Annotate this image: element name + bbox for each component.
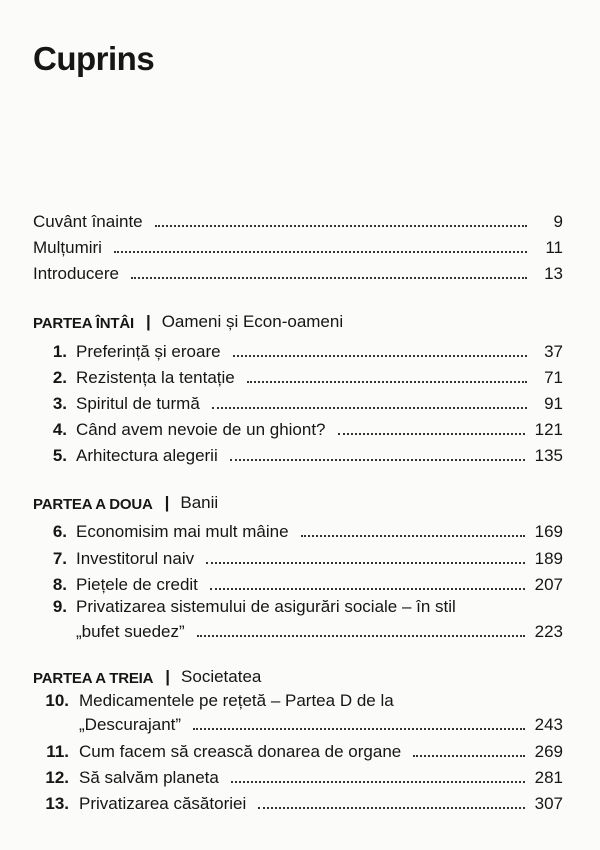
- dot-leader: [197, 635, 525, 637]
- part-subtitle: Oameni și Econ-oameni: [161, 312, 344, 331]
- part-heading-3: [33, 667, 261, 687]
- toc-entry-page: 11: [545, 238, 563, 257]
- toc-entry-chapter[interactable]: [33, 616, 563, 642]
- toc-entry-label: Rezistența la tentație: [76, 368, 235, 387]
- chapter-number: 11.: [46, 742, 69, 761]
- toc-entry-label: Când avem nevoie de un ghiont?: [76, 420, 326, 439]
- dot-leader: [212, 407, 527, 409]
- toc-entry-label: Privatizarea căsătoriei: [79, 794, 247, 813]
- toc-entry-label: Cuvânt înainte: [33, 212, 143, 231]
- part-name: PARTEA A TREIA: [33, 670, 154, 687]
- chapter-number: 5.: [52, 446, 67, 465]
- chapter-number: 2.: [52, 368, 67, 387]
- part-heading-1: [33, 312, 343, 332]
- toc-entry-chapter[interactable]: [33, 543, 563, 569]
- chapter-number: 3.: [52, 394, 67, 413]
- chapter-number: 1.: [52, 342, 67, 361]
- part-separator: |: [165, 667, 171, 686]
- toc-entry-page: 189: [534, 549, 563, 568]
- chapter-number: 4.: [52, 420, 67, 439]
- dot-leader: [206, 562, 525, 564]
- toc-entry-chapter[interactable]: [33, 788, 563, 814]
- part-name: PARTEA A DOUA: [33, 496, 153, 513]
- toc-entry-chapter[interactable]: [33, 736, 563, 762]
- toc-entry-label: Investitorul naiv: [76, 549, 195, 568]
- toc-entry-chapter[interactable]: [33, 388, 563, 414]
- dot-leader: [231, 781, 525, 783]
- dot-leader: [230, 459, 525, 461]
- toc-entry-label: Arhitectura alegerii: [76, 446, 218, 465]
- dot-leader: [247, 381, 527, 383]
- toc-entry-page: 71: [544, 368, 563, 387]
- toc-entry-label: Preferință și eroare: [76, 342, 221, 361]
- part-separator: |: [164, 493, 170, 512]
- part-separator: |: [145, 312, 151, 331]
- dot-leader: [301, 535, 525, 537]
- toc-entry-page: 223: [534, 622, 563, 641]
- toc-entry-page: 169: [534, 522, 563, 541]
- part-subtitle: Banii: [180, 493, 219, 512]
- toc-entry-acknowledgements[interactable]: [33, 232, 563, 258]
- toc-entry-page: 91: [544, 394, 563, 413]
- toc-entry-label: Spiritul de turmă: [76, 394, 200, 413]
- chapter-number: 13.: [45, 794, 69, 813]
- dot-leader: [210, 588, 525, 590]
- toc-entry-label: Piețele de credit: [76, 575, 198, 594]
- part-heading-2: [33, 493, 218, 513]
- toc-entry-chapter[interactable]: [33, 414, 563, 440]
- toc-entry-introduction[interactable]: [33, 258, 563, 284]
- toc-entry-chapter[interactable]: [33, 362, 563, 388]
- toc-entry-page: 281: [534, 768, 563, 787]
- page-title: Cuprins: [33, 40, 155, 77]
- toc-entry-foreword[interactable]: [33, 206, 563, 232]
- dot-leader: [193, 728, 525, 730]
- toc-entry-label: Economisim mai mult mâine: [76, 522, 289, 541]
- toc-entry-chapter[interactable]: [33, 336, 563, 362]
- toc-entry-chapter[interactable]: [33, 569, 563, 595]
- toc-entry-chapter[interactable]: [33, 516, 563, 542]
- chapter-number: 10.: [45, 691, 69, 710]
- toc-entry-page: 13: [544, 264, 563, 283]
- dot-leader: [413, 755, 524, 757]
- toc-entry-chapter[interactable]: [33, 762, 563, 788]
- toc-entry-page: 207: [534, 575, 563, 594]
- toc-entry-page: 307: [534, 794, 563, 813]
- toc-entry-label: Să salvăm planeta: [79, 768, 219, 787]
- toc-entry-chapter-line1[interactable]: [33, 691, 394, 711]
- dot-leader: [233, 355, 527, 357]
- toc-entry-label: Mulțumiri: [33, 238, 102, 257]
- toc-entry-label: „bufet suedez”: [76, 622, 185, 641]
- chapter-number: 6.: [52, 522, 67, 541]
- part-name: PARTEA ÎNTÂI: [33, 315, 134, 332]
- toc-entry-page: 269: [534, 742, 563, 761]
- toc-entry-page: 135: [534, 446, 563, 465]
- toc-entry-label: Introducere: [33, 264, 119, 283]
- dot-leader: [338, 433, 525, 435]
- toc-entry-page: 121: [534, 420, 563, 439]
- dot-leader: [131, 277, 527, 279]
- toc-entry-page: 243: [534, 715, 563, 734]
- dot-leader: [114, 251, 527, 253]
- chapter-number: 7.: [52, 549, 67, 568]
- toc-entry-page: 9: [553, 212, 563, 231]
- chapter-number: 9.: [52, 597, 67, 616]
- toc-entry-chapter-line1[interactable]: [33, 597, 456, 617]
- toc-entry-chapter[interactable]: [33, 709, 563, 735]
- dot-leader: [258, 807, 524, 809]
- toc-entry-chapter[interactable]: [33, 440, 563, 466]
- dot-leader: [155, 225, 527, 227]
- toc-entry-page: 37: [544, 342, 563, 361]
- toc-entry-label: „Descurajant”: [79, 715, 182, 734]
- toc-entry-label-line1: Medicamentele pe rețetă – Partea D de la: [79, 691, 394, 710]
- toc-entry-label-line1: Privatizarea sistemului de asigurări sociale – în stil: [76, 597, 456, 616]
- chapter-number: 8.: [52, 575, 67, 594]
- toc-entry-label: Cum facem să crească donarea de organe: [79, 742, 402, 761]
- part-subtitle: Societatea: [181, 667, 262, 686]
- chapter-number: 12.: [45, 768, 69, 787]
